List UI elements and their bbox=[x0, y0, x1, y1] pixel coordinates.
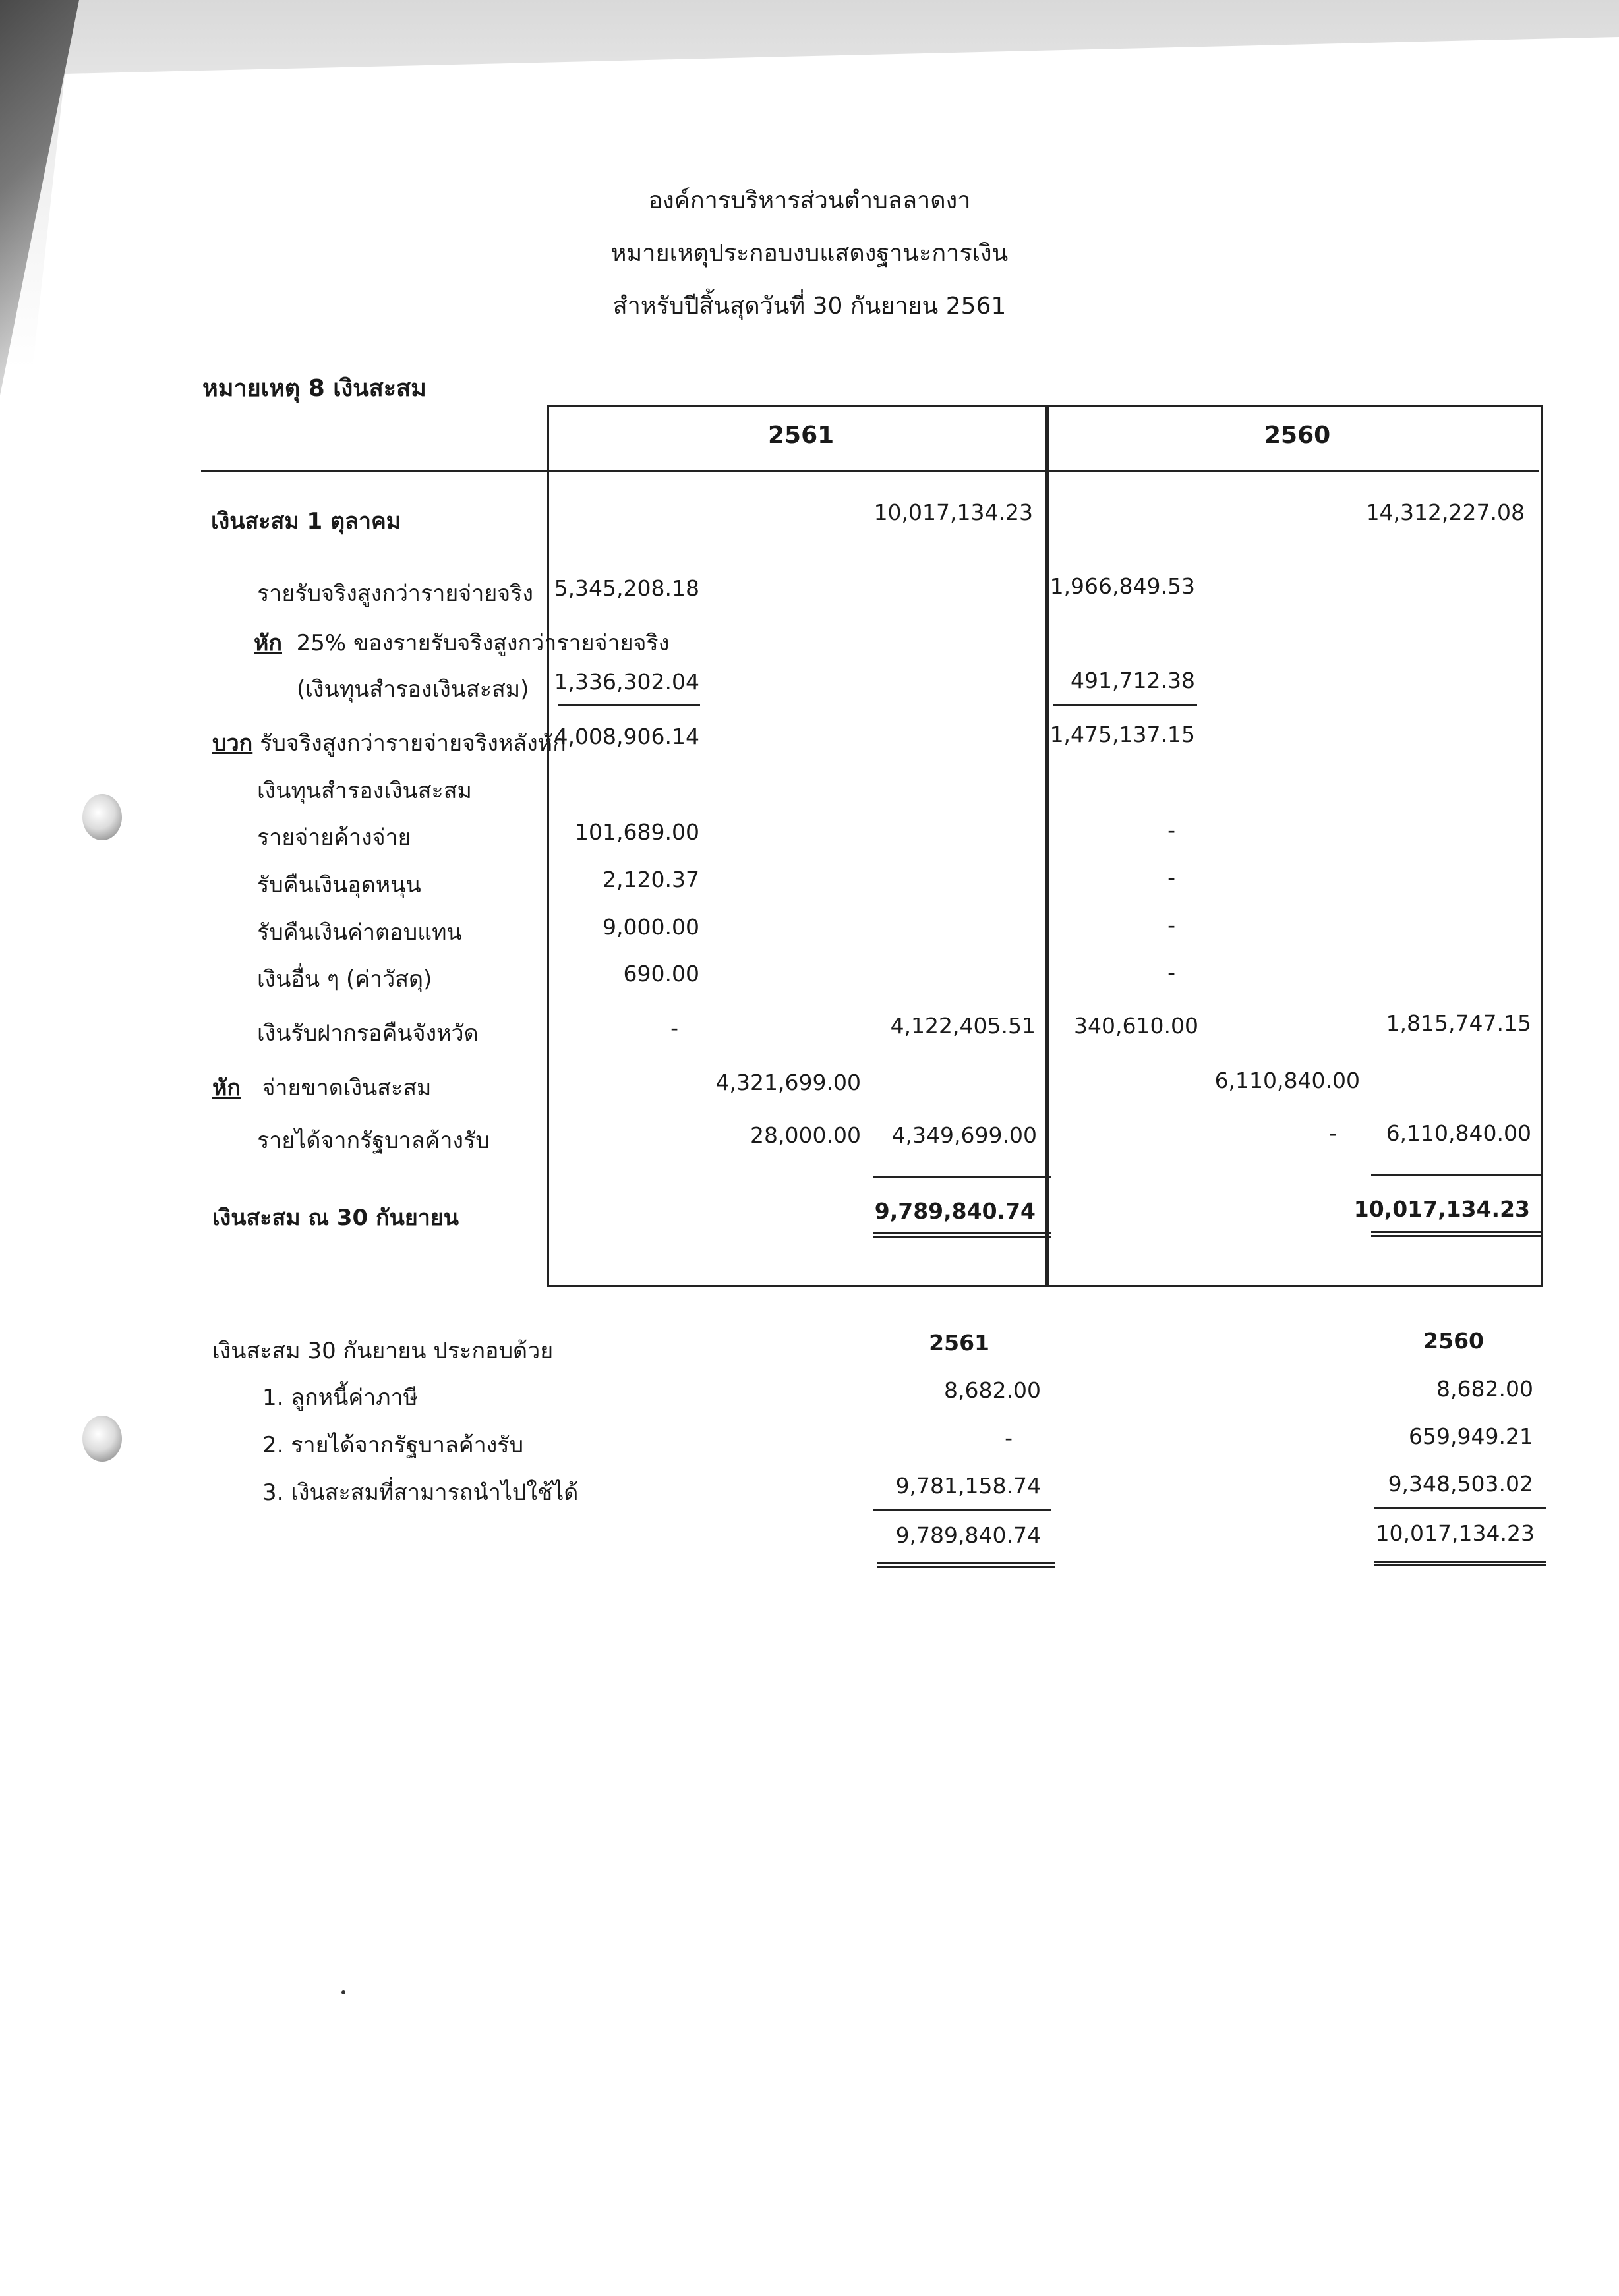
closing-label: เงินสะสม ณ 30 กันยายน bbox=[212, 1205, 459, 1231]
scan-speck bbox=[341, 1990, 345, 1994]
item-2560: - bbox=[1167, 960, 1175, 985]
add-surplus-2560: 1,475,137.15 bbox=[1049, 722, 1195, 747]
provincial-2560-total: 1,815,747.15 bbox=[1386, 1010, 1531, 1036]
surplus-2561: 5,345,208.18 bbox=[554, 575, 699, 601]
reserve-underline-2560 bbox=[1053, 704, 1197, 706]
less-prefix: หัก bbox=[212, 1075, 241, 1101]
opening-2560: 14,312,227.08 bbox=[1365, 500, 1525, 525]
provincial-label: เงินรับฝากรอคืนจังหวัด bbox=[257, 1020, 479, 1047]
less-deficit-row bbox=[212, 1070, 431, 1105]
deficit-2561-mid: 4,321,699.00 bbox=[715, 1070, 861, 1095]
composition-item-label: 2. รายได้จากรัฐบาลค้างรับ bbox=[262, 1432, 524, 1458]
year-header-2560: 2560 bbox=[1264, 422, 1331, 449]
provincial-2561-total: 4,122,405.51 bbox=[890, 1013, 1036, 1039]
gov-receivable-2561-total: 4,349,699.00 bbox=[891, 1122, 1037, 1148]
add-surplus-label: รับจริงสูงกว่ารายจ่ายจริงหลังหัก bbox=[260, 730, 566, 757]
less-prefix: หัก bbox=[254, 630, 282, 656]
add-surplus-cont: เงินทุนสำรองเงินสะสม bbox=[257, 778, 472, 804]
item-2560: - bbox=[1167, 912, 1175, 938]
composition-item-2561: 9,781,158.74 bbox=[895, 1473, 1041, 1499]
item-2561: 690.00 bbox=[623, 961, 699, 987]
gov-receivable-2561-mid: 28,000.00 bbox=[750, 1122, 861, 1148]
item-2560: - bbox=[1167, 865, 1175, 890]
item-2561: 2,120.37 bbox=[603, 867, 699, 892]
add-surplus-row bbox=[212, 725, 566, 761]
frame-2561 bbox=[547, 405, 1049, 1287]
opening-2561: 10,017,134.23 bbox=[873, 500, 1033, 525]
closing-double-rule-2560 bbox=[1371, 1231, 1543, 1237]
provincial-2561-sub: - bbox=[670, 1015, 678, 1041]
composition-item-2561: - bbox=[1005, 1425, 1013, 1450]
closing-double-rule-2561 bbox=[873, 1232, 1051, 1238]
deficit-2560-mid: 6,110,840.00 bbox=[1214, 1068, 1360, 1093]
subtotal-rule-2561 bbox=[873, 1176, 1051, 1178]
composition-double-rule-2561 bbox=[877, 1562, 1055, 1568]
reserve-underline-2561 bbox=[558, 704, 700, 706]
item-2561: 9,000.00 bbox=[603, 914, 699, 940]
composition-item-label: 3. เงินสะสมที่สามารถนำไปใช้ได้ bbox=[262, 1479, 579, 1506]
composition-subtotal-rule-2560 bbox=[1374, 1507, 1546, 1509]
org-name: องค์การบริหารส่วนตำบลลาดงา bbox=[648, 187, 971, 214]
closing-2561: 9,789,840.74 bbox=[874, 1198, 1036, 1224]
provincial-2560-sub: 340,610.00 bbox=[1074, 1013, 1198, 1039]
gov-receivable-label: รายได้จากรัฐบาลค้างรับ bbox=[257, 1128, 490, 1154]
subtotal-rule-2560 bbox=[1371, 1174, 1543, 1176]
year-header-2561: 2561 bbox=[768, 422, 835, 449]
gov-receivable-2560-total: 6,110,840.00 bbox=[1386, 1120, 1531, 1146]
item-2561: 101,689.00 bbox=[575, 819, 699, 845]
closing-2560: 10,017,134.23 bbox=[1353, 1196, 1530, 1222]
composition-item-2560: 8,682.00 bbox=[1436, 1376, 1533, 1402]
add-surplus-2561: 4,008,906.14 bbox=[554, 724, 699, 749]
reserve-2560: 491,712.38 bbox=[1071, 668, 1195, 693]
composition-total-2560: 10,017,134.23 bbox=[1375, 1520, 1535, 1546]
punch-hole bbox=[82, 1416, 122, 1462]
composition-year-2561: 2561 bbox=[929, 1330, 989, 1356]
frame-2560 bbox=[1045, 405, 1543, 1287]
reserve-2561: 1,336,302.04 bbox=[554, 669, 699, 695]
less-25-row bbox=[254, 625, 669, 660]
frame-bottom bbox=[547, 1285, 1543, 1287]
item-label: รับคืนเงินค่าตอบแทน bbox=[257, 919, 462, 946]
composition-year-2560: 2560 bbox=[1423, 1328, 1484, 1354]
composition-item-2560: 659,949.21 bbox=[1409, 1423, 1533, 1449]
composition-subtotal-rule-2561 bbox=[873, 1509, 1051, 1511]
less-25-label: 25% ของรายรับจริงสูงกว่ารายจ่ายจริง bbox=[296, 630, 670, 656]
punch-hole bbox=[82, 794, 122, 840]
composition-item-2560: 9,348,503.02 bbox=[1388, 1471, 1533, 1497]
add-prefix: บวก bbox=[212, 730, 253, 757]
composition-total-2561: 9,789,840.74 bbox=[895, 1522, 1041, 1548]
note-title: หมายเหตุ 8 เงินสะสม bbox=[202, 375, 427, 402]
item-label: รับคืนเงินอุดหนุน bbox=[257, 872, 421, 898]
gov-receivable-2560-mid: - bbox=[1329, 1120, 1337, 1146]
surplus-label: รายรับจริงสูงกว่ารายจ่ายจริง bbox=[257, 581, 534, 607]
reserve-label: (เงินทุนสำรองเงินสะสม) bbox=[297, 676, 529, 703]
composition-double-rule-2560 bbox=[1374, 1561, 1546, 1566]
item-2560: - bbox=[1167, 817, 1175, 843]
doc-title: หมายเหตุประกอบงบแสดงฐานะการเงิน bbox=[610, 240, 1009, 267]
item-label: รายจ่ายค้างจ่าย bbox=[257, 824, 411, 851]
composition-item-label: 1. ลูกหนี้ค่าภาษี bbox=[262, 1385, 419, 1411]
less-deficit-label: จ่ายขาดเงินสะสม bbox=[262, 1075, 432, 1101]
surplus-2560: 1,966,849.53 bbox=[1049, 573, 1195, 599]
composition-item-2561: 8,682.00 bbox=[944, 1377, 1041, 1403]
header-rule bbox=[201, 470, 1539, 472]
item-label: เงินอื่น ๆ (ค่าวัสดุ) bbox=[257, 966, 432, 992]
period-line: สำหรับปีสิ้นสุดวันที่ 30 กันยายน 2561 bbox=[612, 293, 1007, 320]
opening-label: เงินสะสม 1 ตุลาคม bbox=[211, 508, 401, 534]
composition-label: เงินสะสม 30 กันยายน ประกอบด้วย bbox=[212, 1338, 554, 1364]
